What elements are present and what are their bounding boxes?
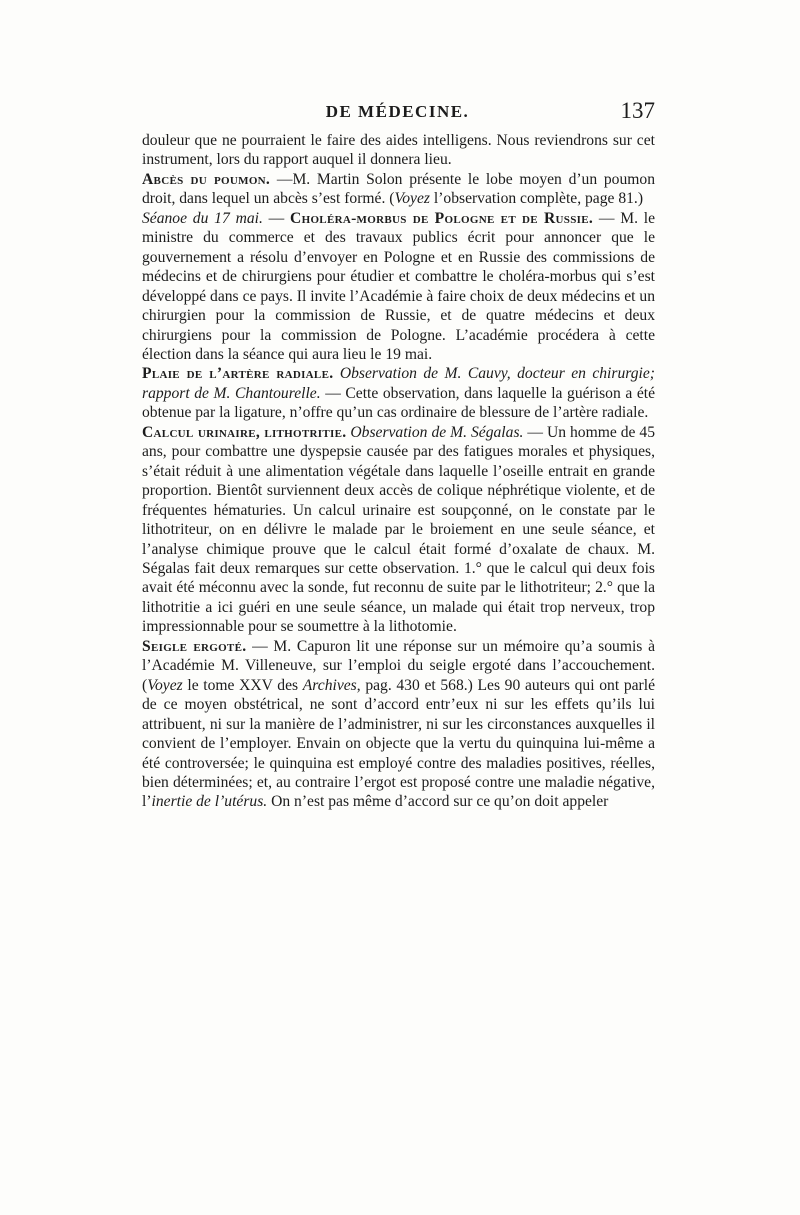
body-text-run: On n’est pas même d’accord sur ce qu’on doit appeler — [267, 793, 609, 811]
body-text-run: — Un homme de 45 ans, pour combattre une dyspepsie causée par des fatigues morales et physiques, s’était réduit à une alimentation végétale dans laquelle l’oseille entrait en grande proportion. Bientôt surviennent deux accès de colique néphrétique violente, et de fréquentes hématuries. Un calcul urinaire est soupçonné, on le constate par le lithotriteur, on en délivre le malade par le broiement en une seule séance, et l’analyse chimique prouve que le calcul était formé d’oxalate de chaux. M. Ségalas fait deux remarques sur cette observation. 1.° que le calcul qui deux fois avait été méconnu avec la sonde, fut reconnu de suite par le lithotriteur; 2.° que la lithotritie a ici guéri en une seule séance, un malade qui était trop nerveux, trop impressionnable pour se soumettre à la lithotomie. — [142, 423, 656, 636]
section-heading: Choléra-morbus de Pologne et de Russie. — [290, 209, 594, 227]
italic-text: inertie de l’utérus. — [151, 793, 268, 811]
body-text-run: douleur que ne pourraient le faire des aides intelligens. Nous reviendrons sur cet instrument, lors du rapport auquel il donnera lieu. — [142, 132, 655, 169]
paragraph-continuation — [142, 131, 655, 170]
italic-text: Observation de M. Cauvy, docteur en chirurgie; rapport de M. Chantourelle. — [142, 365, 655, 402]
paragraph-plaie-artere-radiale — [142, 364, 655, 422]
body-text-run: —M. Martin Solon présente le lobe moyen d’un poumon droit, dans lequel un abcès s’est formé. ( — [142, 170, 655, 208]
body-text-run: — — [262, 209, 291, 227]
italic-text: Voyez — [147, 676, 183, 694]
body-text-run: — M. Capuron lit une réponse sur un mémoire qu’a soumis à l’Académie M. Villeneuve, sur l’emploi du seigle ergoté dans l’accouchement. ( — [142, 637, 655, 694]
paragraph-seance-cholera-morbus — [142, 209, 655, 365]
italic-text: Voyez — [394, 190, 430, 208]
paragraph-seigle-ergote — [142, 637, 655, 812]
paragraph-abces-du-poumon — [142, 170, 655, 209]
italic-text: Séanoe du 17 mai. — [142, 209, 263, 227]
running-head: DE MÉDECINE. — [325, 102, 470, 121]
body-text-run: l’observation complète, page 81.) — [429, 190, 644, 208]
body-text-run: le tome XXV des — [182, 676, 303, 694]
italic-text: Archives — [302, 676, 357, 694]
body-text-run: — Cette observation, dans laquelle la guérison a été obtenue par la ligature, n’offre qu’un cas ordinaire de blessure de l’artère radiale. — [142, 384, 655, 422]
page-number: 137 — [620, 98, 655, 123]
section-heading: Abcès du poumon. — [142, 170, 271, 188]
section-heading: Plaie de l’artère radiale. — [142, 365, 334, 383]
section-heading: Calcul urinaire, lithotritie. — [142, 423, 347, 441]
section-heading: Seigle ergoté. — [142, 637, 247, 655]
body-text — [142, 131, 655, 812]
body-text-run: , pag. 430 et 568.) Les 90 auteurs qui ont parlé de ce moyen obstétrical, ne sont d’accord entr’eux ni sur les effets qu’ils lui attribuent, ni sur la manière de l’administrer, ni sur les circonstances auxquelles il convient de l’employer. Envain on objecte que la vertu du quinquina lui-même a été controversée; le quinquina est employé contre des maladies positives, réelles, bien déterminées; et, au contraire l’ergot est proposé contre une maladie négative, l’ — [142, 676, 655, 811]
paragraph-calcul-urinaire — [142, 423, 655, 637]
body-text-run: — M. le ministre du commerce et des travaux publics écrit pour annoncer que le gouvernement a résolu d’envoyer en Pologne et en Russie des commissions de médecins et de chirurgiens pour étudier et combattre le choléra-morbus qui s’est développé dans ce pays. Il invite l’Académie à faire choix de deux médecins et un chirurgien pour la commission de Russie, et de quatre médecins et deux chirurgiens pour la commission de Pologne. L’académie procédera à cette élection dans la séance qui aura lieu le 19 mai. — [142, 209, 656, 363]
italic-text: Observation de M. Ségalas. — [350, 423, 524, 441]
page-header — [140, 98, 655, 128]
